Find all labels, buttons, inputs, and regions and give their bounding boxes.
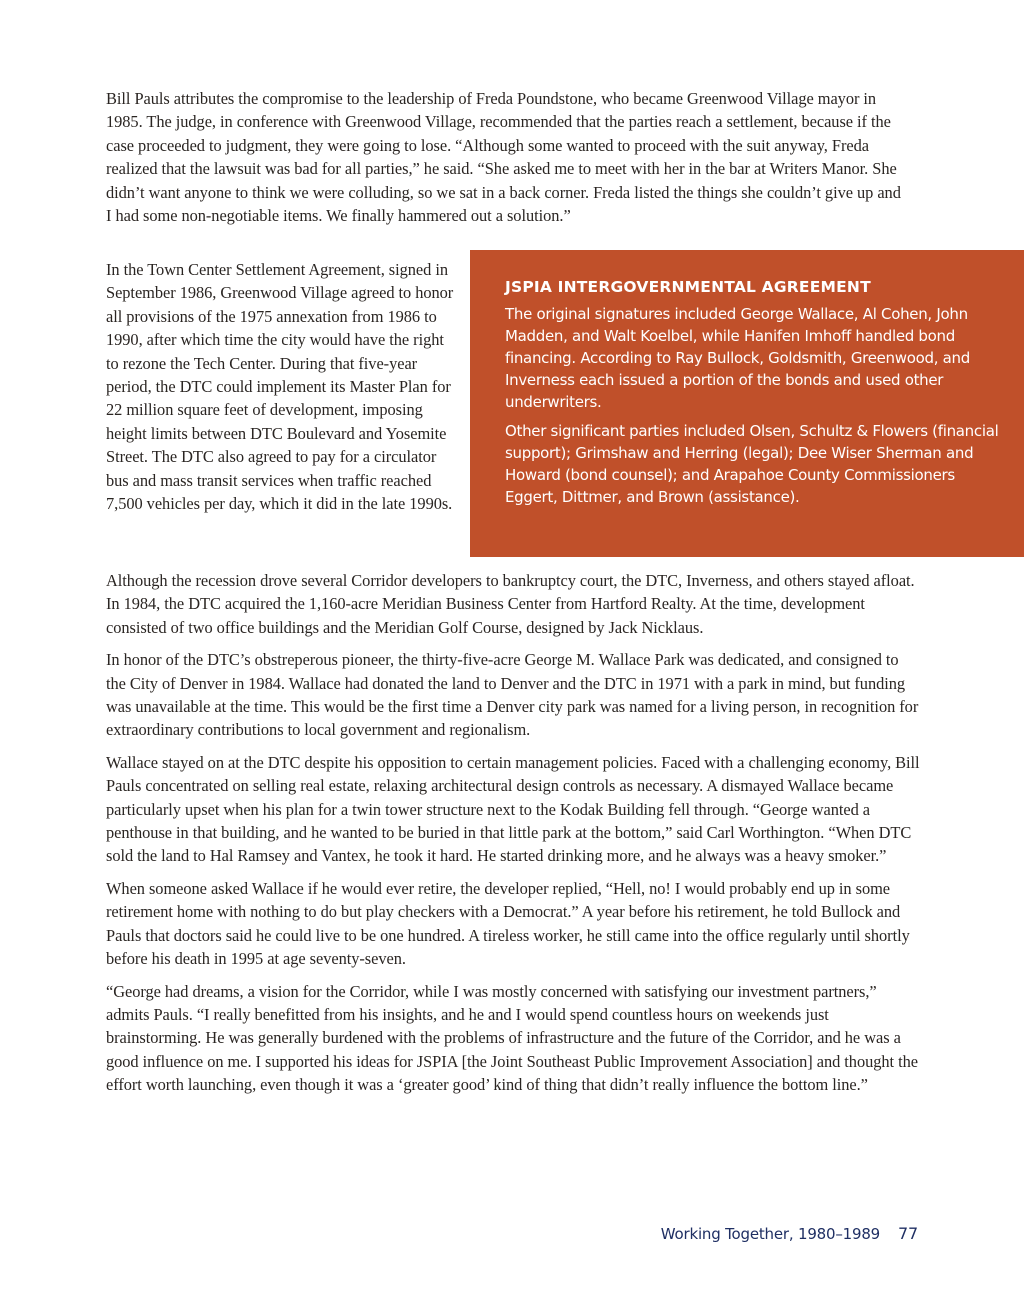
- jspia-sidebar: [470, 250, 1024, 557]
- page-footer: [661, 1224, 918, 1243]
- main-text: [106, 569, 921, 1106]
- paragraph-wallace-park: In honor of the DTC’s obstreperous pioneer, the thirty-five-acre George M. Wallace Park was dedicated, and consigned to the City of Denver in 1984. Wallace had donated the land to Denver and the DTC in 1971 with a park in mind, but funding was unavailable at the time. This would be the first time a Denver city park was named for a living person, in recognition for extraordinary contributions to local government and regionalism.: [106, 650, 919, 740]
- paragraph-retire: When someone asked Wallace if he would ever retire, the developer replied, “Hell, no! I would probably end up in some retirement home with nothing to do but play checkers with a Democrat.” A year before his retirement, he told Bullock and Pauls that doctors said he could live to be one hundred. A tireless worker, he still came into the office regularly until shortly before his death in 1995 at age seventy-seven.: [106, 878, 910, 969]
- paragraph-wallace-stayed: Wallace stayed on at the DTC despite his opposition to certain management policies. Faced with a challenging economy, Bill Pauls concentrated on selling real estate, relaxing architectural design controls as necessary. A dismayed Wallace became particularly upset when his plan for a twin tower structure next to the Kodak Building fell through. “George wanted a penthouse in that building, and he wanted to be buried in that little park at the bottom,” said Carl Worthington. “When DTC sold the land to Hal Ramsey and Vantex, he took it hard. He started drinking more, and he always was a heavy smoker.”: [106, 752, 920, 866]
- paragraph-dreams: “George had dreams, a vision for the Corridor, while I was mostly concerned with satisfying our investment partners,” admits Pauls. “I really benefitted from his insights, and he and I would spend countless hours on weekends just brainstorming. He was generally burdened with the problems of infrastructure and the future of the Corridor, and he was a good influence on me. I supported his ideas for JSPIA [the Joint Southeast Public Improvement Association] and thought the effort worth launching, even though it was a ‘greater good’ kind of thing that didn’t really influence the bottom line.”: [106, 981, 918, 1095]
- footer-chapter-title: Working Together, 1980–1989: [660, 1225, 881, 1243]
- sidebar-paragraph-parties: Other significant parties included Olsen, Schultz & Flowers (financial support); Grimshaw and Herring (legal); Dee Wiser Sherman and Howard (bond counsel); and Arapahoe County Commissioners Eggert, Dittmer, and Brown (assistance).: [505, 422, 999, 506]
- sidebar-paragraph-signatures: The original signatures included George Wallace, Al Cohen, John Madden, and Walt Koelbel, while Hanifen Imhoff handled bond financing. According to Ray Bullock, Goldsmith, Greenwood, and Inverness each issued a portion of the bonds and used other underwriters.: [505, 305, 970, 411]
- page-number: 77: [898, 1224, 918, 1243]
- settlement-paragraph: In the Town Center Settlement Agreement, signed in September 1986, Greenwood Village agreed to honor all provisions of the 1975 annexation from 1986 to 1990, after which time the city would have the right to rezone the Tech Center. During that five-year period, the DTC could implement its Master Plan for 22 million square feet of development, imposing height limits between DTC Boulevard and Yosemite Street. The DTC also agreed to pay for a circulator bus and mass transit services when traffic reached 7,500 vehicles per day, which it did in the late 1990s.: [106, 260, 454, 514]
- intro-paragraph: Bill Pauls attributes the compromise to the leadership of Freda Poundstone, who became Greenwood Village mayor in 1985. The judge, in conference with Greenwood Village, recommended that the parties reach a settlement, because if the case proceeded to judgment, they were going to lose. “Although some wanted to proceed with the suit anyway, Freda realized that the lawsuit was bad for all parties,” he said. “She asked me to meet with her in the bar at Writers Manor. She didn’t want anyone to think we were colluding, so we sat in a back corner. Freda listed the things she couldn’t give up and I had some non-negotiable items. We finally hammered out a solution.”: [106, 89, 901, 226]
- sidebar-title: JSPIA INTERGOVERNMENTAL AGREEMENT: [505, 278, 871, 296]
- paragraph-recession: Although the recession drove several Corridor developers to bankruptcy court, the DTC, Inverness, and others stayed afloat. In 1984, the DTC acquired the 1,160-acre Meridian Business Center from Hartford Realty. At the time, development consisted of two office buildings and the Meridian Golf Course, designed by Jack Nicklaus.: [106, 571, 915, 637]
